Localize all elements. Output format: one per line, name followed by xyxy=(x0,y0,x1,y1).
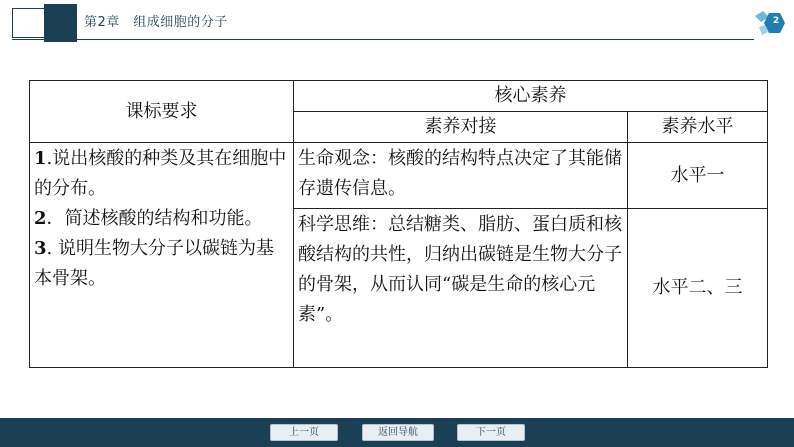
literacy-link-cell: 科学思维：总结糖类、脂肪、蛋白质和核酸结构的共性，归纳出碳链是生物大分子的骨架，从而认同“碳是生命的核心元素”。 xyxy=(294,209,628,368)
literacy-level-cell: 水平一 xyxy=(628,143,768,209)
chapter-number: 第2章 xyxy=(84,15,120,30)
literacy-level-cell: 水平二、三 xyxy=(628,209,768,368)
page-badge-icon xyxy=(749,7,789,43)
requirement-item: 3. 说明生物大分子以碳链为基本骨架。 xyxy=(34,238,274,289)
header-core-literacy: 核心素养 xyxy=(294,81,768,112)
header-rule xyxy=(12,39,754,40)
prev-page-button[interactable]: 上一页 xyxy=(270,424,338,441)
page-number: 2 xyxy=(772,16,780,26)
header-deco-outline xyxy=(12,8,48,38)
header-literacy-level: 素养水平 xyxy=(628,112,768,143)
chapter-heading xyxy=(84,11,228,30)
literacy-table xyxy=(29,80,768,368)
requirement-item: 2．简述核酸的结构和功能。 xyxy=(34,208,263,229)
chapter-title: 组成细胞的分子 xyxy=(133,15,228,30)
header-curriculum-requirements: 课标要求 xyxy=(30,81,294,143)
literacy-link-cell: 生命观念：核酸的结构特点决定了其能储存遗传信息。 xyxy=(294,143,628,209)
requirement-item: 1.说出核酸的种类及其在细胞中的分布。 xyxy=(34,148,287,199)
requirements-cell xyxy=(30,143,294,368)
next-page-button[interactable]: 下一页 xyxy=(457,424,525,441)
header-deco-block xyxy=(44,4,77,42)
header-literacy-link: 素养对接 xyxy=(294,112,628,143)
back-to-nav-button[interactable]: 返回导航 xyxy=(362,424,434,441)
